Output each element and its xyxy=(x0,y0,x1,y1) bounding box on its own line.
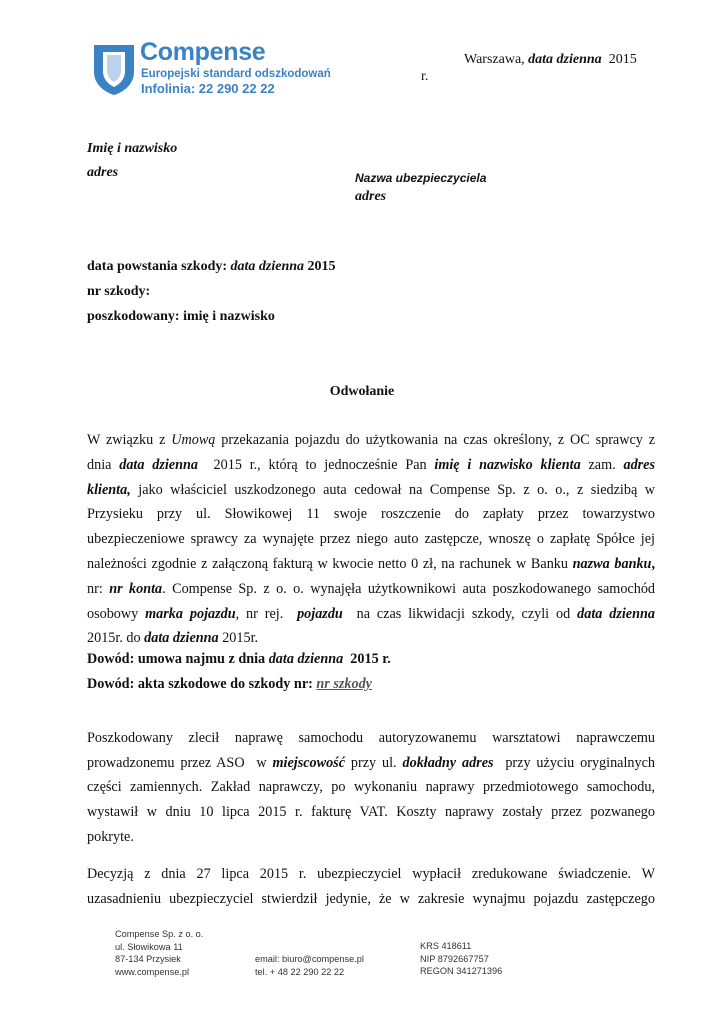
document-title: Odwołanie xyxy=(329,384,395,399)
p2-line-3: części zamiennych. Zakład naprawczy, po wykonaniu naprawy przedmiotowego samochodu, xyxy=(87,779,655,796)
claim-number-link: nr szkody xyxy=(316,675,372,692)
header-year: 2015 xyxy=(608,52,637,67)
shield-logo-icon xyxy=(92,42,136,96)
p1-line-1: W związku z Umową przekazania pojazdu do użytkowania na czas określony, z OC sprawcy z xyxy=(87,432,655,448)
p1-line-9: 2015r. do data dzienna 2015r. xyxy=(87,630,259,647)
recipient-name: Nazwa ubezpieczyciela xyxy=(355,171,487,185)
header-r: r. xyxy=(421,69,429,84)
p1-line-5: ubezpieczeniowe sprawcy za wynajęte przez niego auto zastępcze, wnoszę o zapłatę Spółce jej xyxy=(87,531,655,548)
footer-nip: NIP 8792667757 xyxy=(420,953,489,964)
footer-address xyxy=(115,928,203,978)
header-date-placeholder: data dzienna xyxy=(528,52,602,67)
claim-number-label: nr szkody: xyxy=(87,284,151,299)
header-city: Warszawa, xyxy=(464,52,525,67)
footer-company: Compense Sp. z o. o. xyxy=(115,929,204,939)
footer-website: www.compense.pl xyxy=(115,966,190,977)
logo-tagline: Europejski standard odszkodowań xyxy=(141,68,331,80)
p1-line-7: nr: nr konta. Compense Sp. z o. o. wynajęła użytkownikowi auta poszkodowanego samochód xyxy=(87,580,655,597)
damage-date-value: data dzienna xyxy=(230,259,305,274)
p1-line-8: osobowy marka pojazdu, nr rej. pojazdu na czas likwidacji szkody, czyli od data dzienna xyxy=(87,605,655,622)
logo-hotline: Infolinia: 22 290 22 22 xyxy=(141,81,275,96)
damage-date-label: data powstania szkody: xyxy=(87,259,228,274)
footer-phone: tel. + 48 22 290 22 22 xyxy=(255,966,345,977)
p2-line-5: pokryte. xyxy=(87,828,134,845)
recipient-address: adres xyxy=(355,189,387,204)
p1-line-4: Przysieku przy ul. Słowikowej 11 swoje roszczenie do zapłaty przez towarzystwo xyxy=(87,506,655,523)
footer-krs: KRS 418611 xyxy=(420,941,472,951)
footer-email: email: biuro@compense.pl xyxy=(255,954,364,964)
evidence-1: Dowód: umowa najmu z dnia data dzienna 2015 r. xyxy=(87,651,391,668)
p2-line-2: prowadzonemu przez ASO w miejscowość przy ul. dokładny adres przy użyciu oryginalnych xyxy=(87,754,655,771)
paragraph-3 xyxy=(87,862,655,912)
sender-name: Imię i nazwisko xyxy=(87,141,178,156)
paragraph-1 xyxy=(87,428,655,651)
footer-street: ul. Słowikowa 11 xyxy=(115,941,183,952)
paragraph-2 xyxy=(87,726,655,850)
sender-address: adres xyxy=(87,165,119,180)
p3-line-2: uzasadnieniu ubezpieczyciel stwierdził jedynie, że w zakresie wynajmu pojazdu zastępczego xyxy=(87,890,655,907)
p3-line-1: Decyzją z dnia 27 lipca 2015 r. ubezpieczyciel wypłacił zredukowane świadczenie. W xyxy=(87,865,655,882)
footer-contact xyxy=(255,953,364,978)
evidence-2: Dowód: akta szkodowe do szkody nr: nr szkody xyxy=(87,675,372,692)
p2-line-4: wystawił w dniu 10 lipca 2015 r. fakturę VAT. Koszty naprawy zostały przez pozwanego xyxy=(87,804,655,821)
p1-line-3: klienta, jako właściciel uszkodzonego auta cedował na Compense Sp. z o. o., z siedzibą w xyxy=(87,481,655,498)
footer-registry xyxy=(420,940,502,978)
footer-city: 87-134 Przysiek xyxy=(115,954,181,964)
letter-body xyxy=(87,428,655,911)
p2-line-1: Poszkodowany zlecił naprawę samochodu autoryzowanemu warsztatowi naprawczemu xyxy=(87,729,655,746)
p1-line-2: dnia data dzienna 2015 r., którą to jednocześnie Pan imię i nazwisko klienta zam. adres xyxy=(87,456,655,473)
logo-name: Compense xyxy=(140,38,266,66)
damage-date-line xyxy=(87,258,336,275)
footer-regon: REGON 341271396 xyxy=(420,966,503,976)
header-date xyxy=(464,51,637,68)
damage-date-year: 2015 xyxy=(307,259,336,274)
p1-line-6: należności zgodnie z załączoną fakturą w kwocie netto 0 zł, na rachunek w Banku nazwa banku, xyxy=(87,555,655,572)
injured-party-label: poszkodowany: imię i nazwisko xyxy=(87,309,275,324)
company-logo xyxy=(92,38,332,100)
